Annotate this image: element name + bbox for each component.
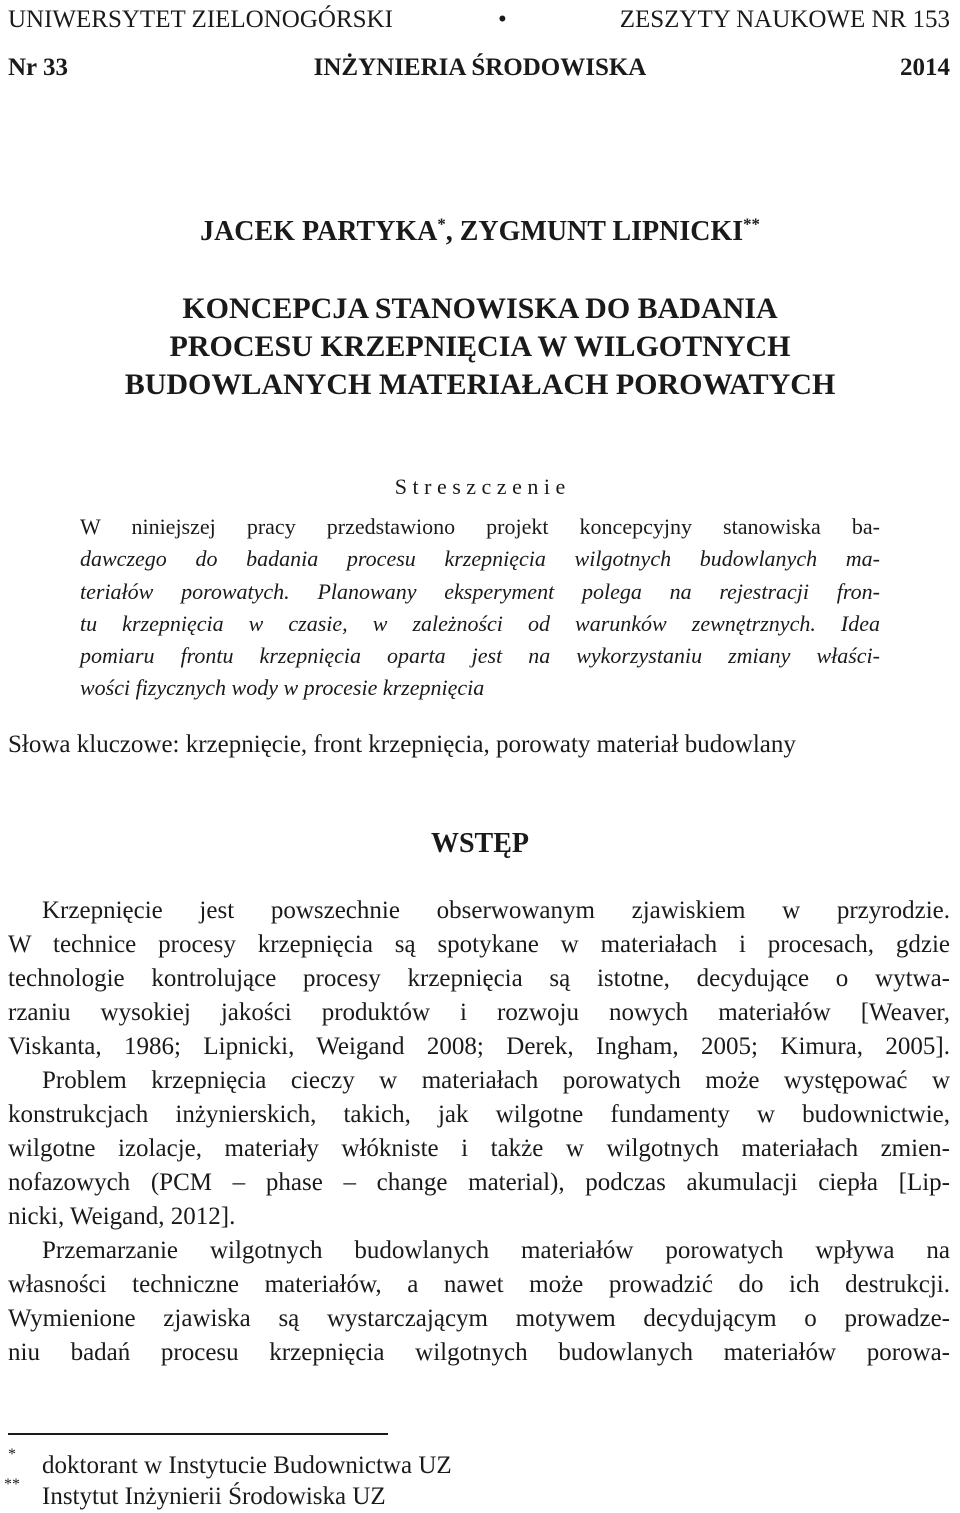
body-line: nicki, Weigand, 2012].	[8, 1203, 236, 1230]
header-journal: ZESZYTY NAUKOWE NR 153	[619, 6, 950, 33]
footnote-text: Instytut Inżynierii Środowiska UZ	[42, 1483, 386, 1510]
abstract-line: W niniejszej pracy przedstawiono projekt koncepcyjny stanowiska ba-	[80, 514, 880, 539]
footnote-rule	[8, 1433, 388, 1435]
body-line: niu badań procesu krzepnięcia wilgotnych budowlanych materiałów porowa-	[8, 1339, 950, 1366]
author-2: ZYGMUNT LIPNICKI	[459, 216, 744, 247]
paper-title-line-3: BUDOWLANYCH MATERIAŁACH POROWATYCH	[124, 368, 836, 401]
body-line: rzaniu wysokiej jakości produktów i rozwoju nowych materiałów [Weaver,	[8, 999, 950, 1026]
abstract-line: tu krzepnięcia w czasie, w zależności od warunków zewnętrznych. Idea	[80, 611, 880, 636]
abstract-heading: S t r e s z c z e n i e	[394, 474, 566, 499]
body-line: Przemarzanie wilgotnych budowlanych materiałów porowatych wpływa na	[42, 1237, 950, 1264]
body-line: technologie kontrolujące procesy krzepnięcia są istotne, decydujące o wytwa-	[8, 965, 950, 992]
footnote-text: doktorant w Instytucie Budownictwa UZ	[42, 1452, 452, 1479]
paper-title-line-2: PROCESU KRZEPNIĘCIA W WILGOTNYCH	[169, 330, 791, 363]
header-year: 2014	[900, 54, 950, 81]
keywords: Słowa kluczowe: krzepnięcie, front krzepnięcia, porowaty materiał budowlany	[8, 731, 796, 758]
abstract-line: teriałów porowatych. Planowany eksperyment polega na rejestracji fron-	[80, 579, 880, 604]
body-line: wilgotne izolacje, materiały włókniste i także w wilgotnych materiałach zmien-	[8, 1135, 950, 1162]
body-line: Krzepnięcie jest powszechnie obserwowanym zjawiskiem w przyrodzie.	[42, 897, 950, 924]
body-line: Viskanta, 1986; Lipnicki, Weigand 2008; Derek, Ingham, 2005; Kimura, 2005].	[8, 1033, 950, 1060]
paper-title-line-1: KONCEPCJA STANOWISKA DO BADANIA	[182, 292, 778, 325]
header-issue: Nr 33	[8, 54, 68, 81]
footnote-mark: **	[4, 1476, 20, 1493]
body-line: konstrukcjach inżynierskich, takich, jak wilgotne fundamenty w budownictwie,	[8, 1101, 950, 1128]
abstract-line: wości fizycznych wody w procesie krzepnięcia	[80, 675, 485, 700]
header-university: UNIWERSYTET ZIELONOGÓRSKI	[8, 6, 393, 33]
body-line: nofazowych (PCM – phase – change material), podczas akumulacji ciepła [Lip-	[8, 1169, 950, 1196]
abstract-line: dawczego do badania procesu krzepnięcia wilgotnych budowlanych ma-	[80, 546, 880, 571]
header-field: INŻYNIERIA ŚRODOWISKA	[313, 54, 647, 81]
footnote-mark: *	[8, 1446, 16, 1463]
body-line: Problem krzepnięcia cieczy w materiałach porowatych może występować w	[42, 1067, 950, 1094]
author-2-footnote-mark: **	[743, 214, 760, 234]
author-separator: ,	[445, 216, 460, 247]
body-line: W technice procesy krzepnięcia są spotykane w materiałach i procesach, gdzie	[8, 931, 950, 958]
body-line: własności techniczne materiałów, a nawet może prowadzić do ich destrukcji.	[8, 1271, 950, 1298]
author-1-footnote-mark: *	[437, 214, 446, 234]
header-bullet: •	[498, 6, 507, 33]
body-line: Wymienione zjawiska są wystarczającym motywem decydującym o prowadze-	[8, 1305, 950, 1332]
abstract-line: pomiaru frontu krzepnięcia oparta jest na wykorzystaniu zmiany właści-	[80, 643, 880, 668]
section-heading: WSTĘP	[430, 828, 530, 859]
author-1: JACEK PARTYKA	[200, 216, 438, 247]
authors	[0, 216, 960, 248]
